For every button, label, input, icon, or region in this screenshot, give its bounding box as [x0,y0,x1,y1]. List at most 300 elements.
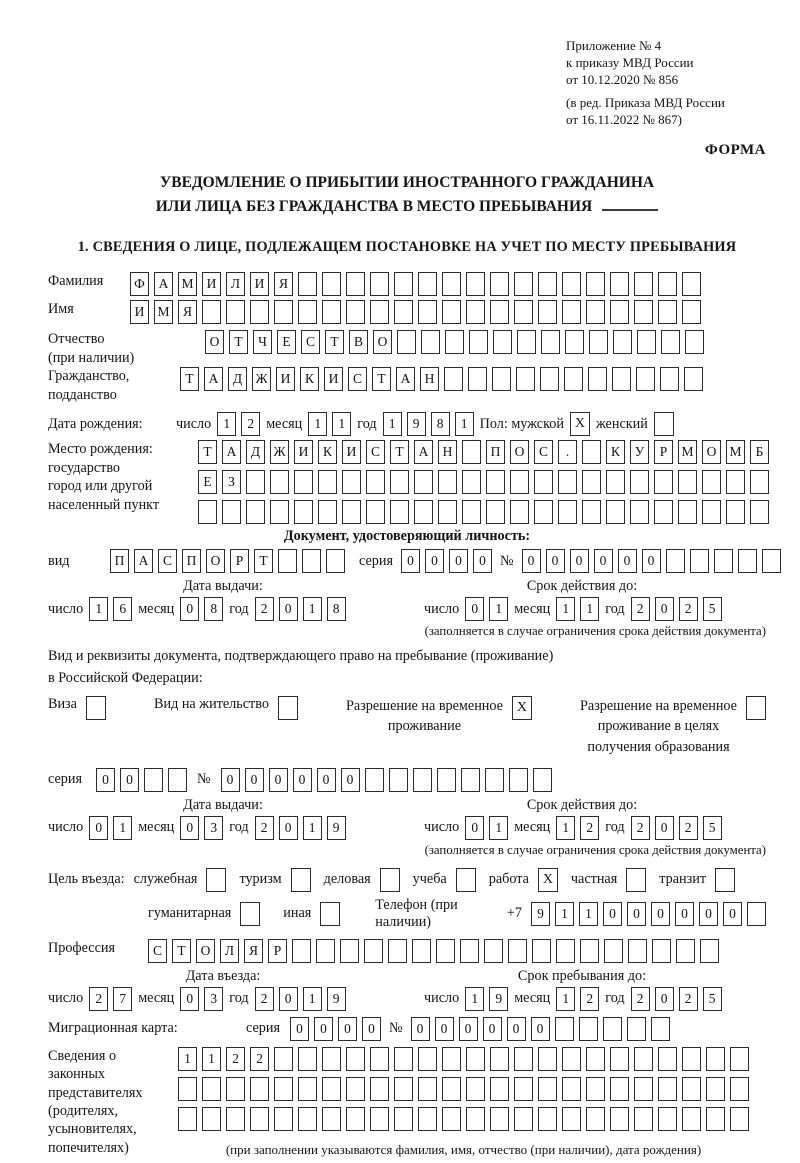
char-cell[interactable]: И [202,272,221,296]
char-cell[interactable]: 2 [250,1047,269,1071]
char-cell[interactable] [586,1107,605,1131]
char-cell[interactable]: П [182,549,201,573]
char-cell[interactable]: Т [390,440,409,464]
char-cell[interactable] [586,272,605,296]
char-cell[interactable]: К [318,440,337,464]
char-cell[interactable] [390,470,409,494]
char-cell[interactable]: А [414,440,433,464]
char-cell[interactable] [565,330,584,354]
char-cell[interactable]: Ф [130,272,149,296]
char-cell[interactable]: 1 [465,987,484,1011]
char-cell[interactable]: С [148,939,167,963]
char-cell[interactable] [168,768,187,792]
char-cell[interactable]: 0 [603,902,622,926]
char-cell[interactable] [516,367,535,391]
char-cell[interactable] [613,330,632,354]
char-cell[interactable]: 1 [489,597,508,621]
char-cell[interactable]: 2 [631,816,650,840]
char-cell[interactable]: С [158,549,177,573]
char-cell[interactable] [466,1047,485,1071]
char-cell[interactable] [738,549,757,573]
char-cell[interactable]: К [300,367,319,391]
char-cell[interactable] [394,1077,413,1101]
char-cell[interactable] [562,300,581,324]
char-cell[interactable] [580,939,599,963]
char-cell[interactable]: 5 [703,816,722,840]
char-cell[interactable]: 0 [411,1017,430,1041]
char-cell[interactable] [533,768,552,792]
char-cell[interactable] [726,470,745,494]
char-cell[interactable] [346,1107,365,1131]
char-cell[interactable]: 9 [327,816,346,840]
char-cell[interactable]: 1 [303,987,322,1011]
char-cell[interactable] [654,470,673,494]
visa-checkbox[interactable] [86,696,106,720]
char-cell[interactable] [634,1107,653,1131]
char-cell[interactable]: О [205,330,224,354]
char-cell[interactable] [702,470,721,494]
char-cell[interactable] [370,1077,389,1101]
char-cell[interactable]: Л [220,939,239,963]
char-cell[interactable] [412,939,431,963]
purpose-work-checkbox[interactable]: X [538,868,558,892]
char-cell[interactable]: Р [268,939,287,963]
char-cell[interactable]: 0 [651,902,670,926]
char-cell[interactable] [603,1017,622,1041]
char-cell[interactable] [682,272,701,296]
char-cell[interactable] [342,500,361,524]
char-cell[interactable] [534,470,553,494]
char-cell[interactable] [510,500,529,524]
purpose-humanitarian-checkbox[interactable] [240,902,260,926]
char-cell[interactable] [438,470,457,494]
char-cell[interactable]: 5 [703,597,722,621]
char-cell[interactable] [414,470,433,494]
char-cell[interactable] [509,768,528,792]
char-cell[interactable]: 0 [279,816,298,840]
char-cell[interactable]: Т [325,330,344,354]
permit-series-cells[interactable] [96,768,187,792]
char-cell[interactable] [610,1047,629,1071]
doc-valid-day-cells[interactable] [465,597,508,621]
char-cell[interactable]: 0 [642,549,661,573]
char-cell[interactable]: А [396,367,415,391]
char-cell[interactable] [630,500,649,524]
char-cell[interactable]: С [301,330,320,354]
entry-day-cells[interactable] [89,987,132,1011]
char-cell[interactable] [540,367,559,391]
char-cell[interactable] [342,470,361,494]
char-cell[interactable]: 2 [580,987,599,1011]
char-cell[interactable] [637,330,656,354]
purpose-tourism-checkbox[interactable] [291,868,311,892]
char-cell[interactable]: 1 [178,1047,197,1071]
char-cell[interactable]: Р [654,440,673,464]
char-cell[interactable] [589,330,608,354]
char-cell[interactable] [636,367,655,391]
entry-month-cells[interactable] [180,987,223,1011]
char-cell[interactable] [562,1077,581,1101]
char-cell[interactable] [202,300,221,324]
char-cell[interactable]: 0 [473,549,492,573]
char-cell[interactable] [676,939,695,963]
char-cell[interactable]: М [154,300,173,324]
temp-residence-edu-checkbox[interactable] [746,696,766,720]
permit-issue-month-cells[interactable] [180,816,223,840]
char-cell[interactable] [660,367,679,391]
char-cell[interactable] [202,1077,221,1101]
doc-type-cells[interactable] [110,549,345,573]
char-cell[interactable]: 0 [279,597,298,621]
birth-month-cells[interactable] [308,412,351,436]
char-cell[interactable]: 1 [202,1047,221,1071]
char-cell[interactable]: 1 [113,816,132,840]
char-cell[interactable]: 2 [226,1047,245,1071]
char-cell[interactable]: 0 [341,768,360,792]
char-cell[interactable] [298,1077,317,1101]
char-cell[interactable] [302,549,321,573]
char-cell[interactable] [654,500,673,524]
char-cell[interactable] [586,1047,605,1071]
char-cell[interactable] [366,500,385,524]
purpose-transit-checkbox[interactable] [715,868,735,892]
char-cell[interactable]: 2 [241,412,260,436]
permit-number-cells[interactable] [221,768,552,792]
char-cell[interactable] [442,1107,461,1131]
char-cell[interactable]: А [204,367,223,391]
char-cell[interactable] [532,939,551,963]
char-cell[interactable] [706,1047,725,1071]
char-cell[interactable]: 2 [255,816,274,840]
char-cell[interactable] [610,300,629,324]
char-cell[interactable]: И [276,367,295,391]
char-cell[interactable] [394,300,413,324]
char-cell[interactable]: Т [198,440,217,464]
char-cell[interactable]: 0 [435,1017,454,1041]
char-cell[interactable] [588,367,607,391]
char-cell[interactable]: Ч [253,330,272,354]
char-cell[interactable]: 0 [618,549,637,573]
char-cell[interactable]: 0 [699,902,718,926]
char-cell[interactable] [562,272,581,296]
char-cell[interactable]: 0 [522,549,541,573]
name-cells[interactable] [130,300,701,324]
char-cell[interactable] [658,300,677,324]
char-cell[interactable] [658,1047,677,1071]
char-cell[interactable] [586,1077,605,1101]
char-cell[interactable] [628,939,647,963]
char-cell[interactable]: 0 [449,549,468,573]
birth-year-cells[interactable] [383,412,474,436]
char-cell[interactable]: 1 [489,816,508,840]
char-cell[interactable] [468,367,487,391]
char-cell[interactable]: О [373,330,392,354]
char-cell[interactable] [485,768,504,792]
char-cell[interactable] [246,470,265,494]
char-cell[interactable] [418,1077,437,1101]
char-cell[interactable] [274,300,293,324]
char-cell[interactable] [390,500,409,524]
profession-cells[interactable] [148,939,719,963]
birthplace-cells-row2[interactable] [198,470,769,494]
char-cell[interactable]: 8 [431,412,450,436]
char-cell[interactable] [685,330,704,354]
char-cell[interactable] [442,300,461,324]
char-cell[interactable]: 1 [555,902,574,926]
char-cell[interactable]: С [366,440,385,464]
char-cell[interactable]: 9 [407,412,426,436]
char-cell[interactable]: 1 [556,987,575,1011]
char-cell[interactable] [706,1107,725,1131]
char-cell[interactable] [394,272,413,296]
purpose-official-checkbox[interactable] [206,868,226,892]
char-cell[interactable]: М [178,272,197,296]
char-cell[interactable] [682,1077,701,1101]
char-cell[interactable]: П [110,549,129,573]
char-cell[interactable] [394,1107,413,1131]
char-cell[interactable]: 0 [425,549,444,573]
char-cell[interactable]: 1 [580,597,599,621]
char-cell[interactable]: 0 [180,987,199,1011]
char-cell[interactable] [462,440,481,464]
char-cell[interactable] [466,1077,485,1101]
doc-series-cells[interactable] [401,549,492,573]
char-cell[interactable] [389,768,408,792]
char-cell[interactable] [730,1077,749,1101]
char-cell[interactable]: У [630,440,649,464]
char-cell[interactable]: И [342,440,361,464]
char-cell[interactable] [437,768,456,792]
char-cell[interactable] [558,500,577,524]
temp-residence-checkbox[interactable]: X [512,696,532,720]
stay-month-cells[interactable] [556,987,599,1011]
permit-valid-year-cells[interactable] [631,816,722,840]
char-cell[interactable] [750,470,769,494]
char-cell[interactable] [322,1107,341,1131]
char-cell[interactable]: 0 [655,987,674,1011]
purpose-study-checkbox[interactable] [456,868,476,892]
char-cell[interactable]: 1 [308,412,327,436]
char-cell[interactable]: 0 [89,816,108,840]
char-cell[interactable] [534,500,553,524]
birthplace-cells-row3[interactable] [198,500,769,524]
char-cell[interactable] [610,1107,629,1131]
char-cell[interactable] [438,500,457,524]
char-cell[interactable] [538,272,557,296]
char-cell[interactable] [634,300,653,324]
char-cell[interactable] [682,1107,701,1131]
char-cell[interactable] [250,1077,269,1101]
char-cell[interactable] [730,1047,749,1071]
char-cell[interactable] [418,300,437,324]
char-cell[interactable] [270,500,289,524]
char-cell[interactable] [514,300,533,324]
char-cell[interactable]: Д [246,440,265,464]
mig-series-cells[interactable] [290,1017,381,1041]
char-cell[interactable]: 0 [290,1017,309,1041]
char-cell[interactable] [658,272,677,296]
char-cell[interactable] [514,272,533,296]
char-cell[interactable]: 0 [317,768,336,792]
char-cell[interactable]: 0 [465,816,484,840]
char-cell[interactable]: 0 [338,1017,357,1041]
citizenship-cells[interactable] [180,367,703,391]
char-cell[interactable] [388,939,407,963]
char-cell[interactable] [442,1077,461,1101]
char-cell[interactable] [490,1107,509,1131]
birthplace-cells-row1[interactable] [198,440,769,464]
char-cell[interactable]: О [206,549,225,573]
char-cell[interactable]: 0 [655,816,674,840]
char-cell[interactable]: Ж [270,440,289,464]
permit-valid-month-cells[interactable] [556,816,599,840]
char-cell[interactable]: 1 [579,902,598,926]
char-cell[interactable] [202,1107,221,1131]
purpose-other-checkbox[interactable] [320,902,340,926]
char-cell[interactable] [702,500,721,524]
char-cell[interactable] [730,1107,749,1131]
char-cell[interactable] [178,1077,197,1101]
doc-number-cells[interactable] [522,549,781,573]
char-cell[interactable] [538,300,557,324]
char-cell[interactable]: 7 [113,987,132,1011]
char-cell[interactable]: 3 [204,987,223,1011]
char-cell[interactable]: 6 [113,597,132,621]
char-cell[interactable]: Д [228,367,247,391]
char-cell[interactable]: О [702,440,721,464]
char-cell[interactable] [610,1077,629,1101]
patronymic-cells[interactable] [205,330,704,354]
char-cell[interactable] [630,470,649,494]
char-cell[interactable]: 0 [245,768,264,792]
char-cell[interactable] [555,1017,574,1041]
char-cell[interactable]: 0 [120,768,139,792]
char-cell[interactable] [606,500,625,524]
char-cell[interactable] [274,1077,293,1101]
char-cell[interactable] [604,939,623,963]
char-cell[interactable]: 2 [679,816,698,840]
sex-male-checkbox[interactable]: X [570,412,590,436]
char-cell[interactable]: К [606,440,625,464]
char-cell[interactable] [466,272,485,296]
char-cell[interactable]: 0 [723,902,742,926]
char-cell[interactable] [326,549,345,573]
char-cell[interactable] [294,500,313,524]
char-cell[interactable] [634,272,653,296]
char-cell[interactable]: Ж [252,367,271,391]
char-cell[interactable] [714,549,733,573]
char-cell[interactable] [678,470,697,494]
char-cell[interactable] [318,500,337,524]
char-cell[interactable] [414,500,433,524]
char-cell[interactable] [484,939,503,963]
char-cell[interactable] [466,1107,485,1131]
char-cell[interactable]: 1 [556,816,575,840]
char-cell[interactable]: Т [229,330,248,354]
char-cell[interactable] [562,1047,581,1071]
char-cell[interactable]: 0 [546,549,565,573]
char-cell[interactable]: 0 [531,1017,550,1041]
char-cell[interactable] [222,500,241,524]
char-cell[interactable]: 2 [679,987,698,1011]
char-cell[interactable] [586,300,605,324]
char-cell[interactable] [634,1047,653,1071]
char-cell[interactable]: И [324,367,343,391]
char-cell[interactable] [661,330,680,354]
mig-number-cells[interactable] [411,1017,670,1041]
char-cell[interactable] [634,1077,653,1101]
char-cell[interactable] [346,1077,365,1101]
char-cell[interactable] [226,1107,245,1131]
char-cell[interactable]: А [154,272,173,296]
char-cell[interactable] [466,300,485,324]
char-cell[interactable]: 1 [383,412,402,436]
char-cell[interactable] [684,367,703,391]
char-cell[interactable] [558,470,577,494]
char-cell[interactable] [490,272,509,296]
char-cell[interactable] [486,470,505,494]
char-cell[interactable] [706,1077,725,1101]
char-cell[interactable] [514,1047,533,1071]
char-cell[interactable] [418,272,437,296]
char-cell[interactable] [514,1077,533,1101]
char-cell[interactable] [562,1107,581,1131]
char-cell[interactable]: 0 [180,597,199,621]
char-cell[interactable]: 9 [327,987,346,1011]
phone-cells[interactable] [531,902,766,926]
char-cell[interactable]: Л [226,272,245,296]
char-cell[interactable]: 3 [204,816,223,840]
char-cell[interactable] [421,330,440,354]
char-cell[interactable]: 2 [631,987,650,1011]
sex-female-checkbox[interactable] [654,412,674,436]
char-cell[interactable] [436,939,455,963]
doc-valid-month-cells[interactable] [556,597,599,621]
char-cell[interactable]: Н [420,367,439,391]
char-cell[interactable]: М [678,440,697,464]
char-cell[interactable] [370,300,389,324]
char-cell[interactable]: 2 [631,597,650,621]
char-cell[interactable] [658,1107,677,1131]
char-cell[interactable]: И [294,440,313,464]
char-cell[interactable] [582,470,601,494]
char-cell[interactable]: 0 [279,987,298,1011]
char-cell[interactable] [442,1047,461,1071]
char-cell[interactable]: 2 [255,597,274,621]
char-cell[interactable]: 2 [255,987,274,1011]
char-cell[interactable] [366,470,385,494]
representatives-cells-row1[interactable] [178,1047,749,1071]
char-cell[interactable] [226,300,245,324]
doc-issue-month-cells[interactable] [180,597,223,621]
permit-issue-year-cells[interactable] [255,816,346,840]
char-cell[interactable] [250,1107,269,1131]
char-cell[interactable] [652,939,671,963]
char-cell[interactable]: 0 [401,549,420,573]
char-cell[interactable]: 9 [489,987,508,1011]
char-cell[interactable]: О [196,939,215,963]
char-cell[interactable] [651,1017,670,1041]
char-cell[interactable] [270,470,289,494]
surname-cells[interactable] [130,272,701,296]
char-cell[interactable] [579,1017,598,1041]
char-cell[interactable]: И [130,300,149,324]
char-cell[interactable] [370,272,389,296]
char-cell[interactable] [298,1047,317,1071]
char-cell[interactable] [144,768,163,792]
char-cell[interactable] [658,1077,677,1101]
char-cell[interactable] [517,330,536,354]
